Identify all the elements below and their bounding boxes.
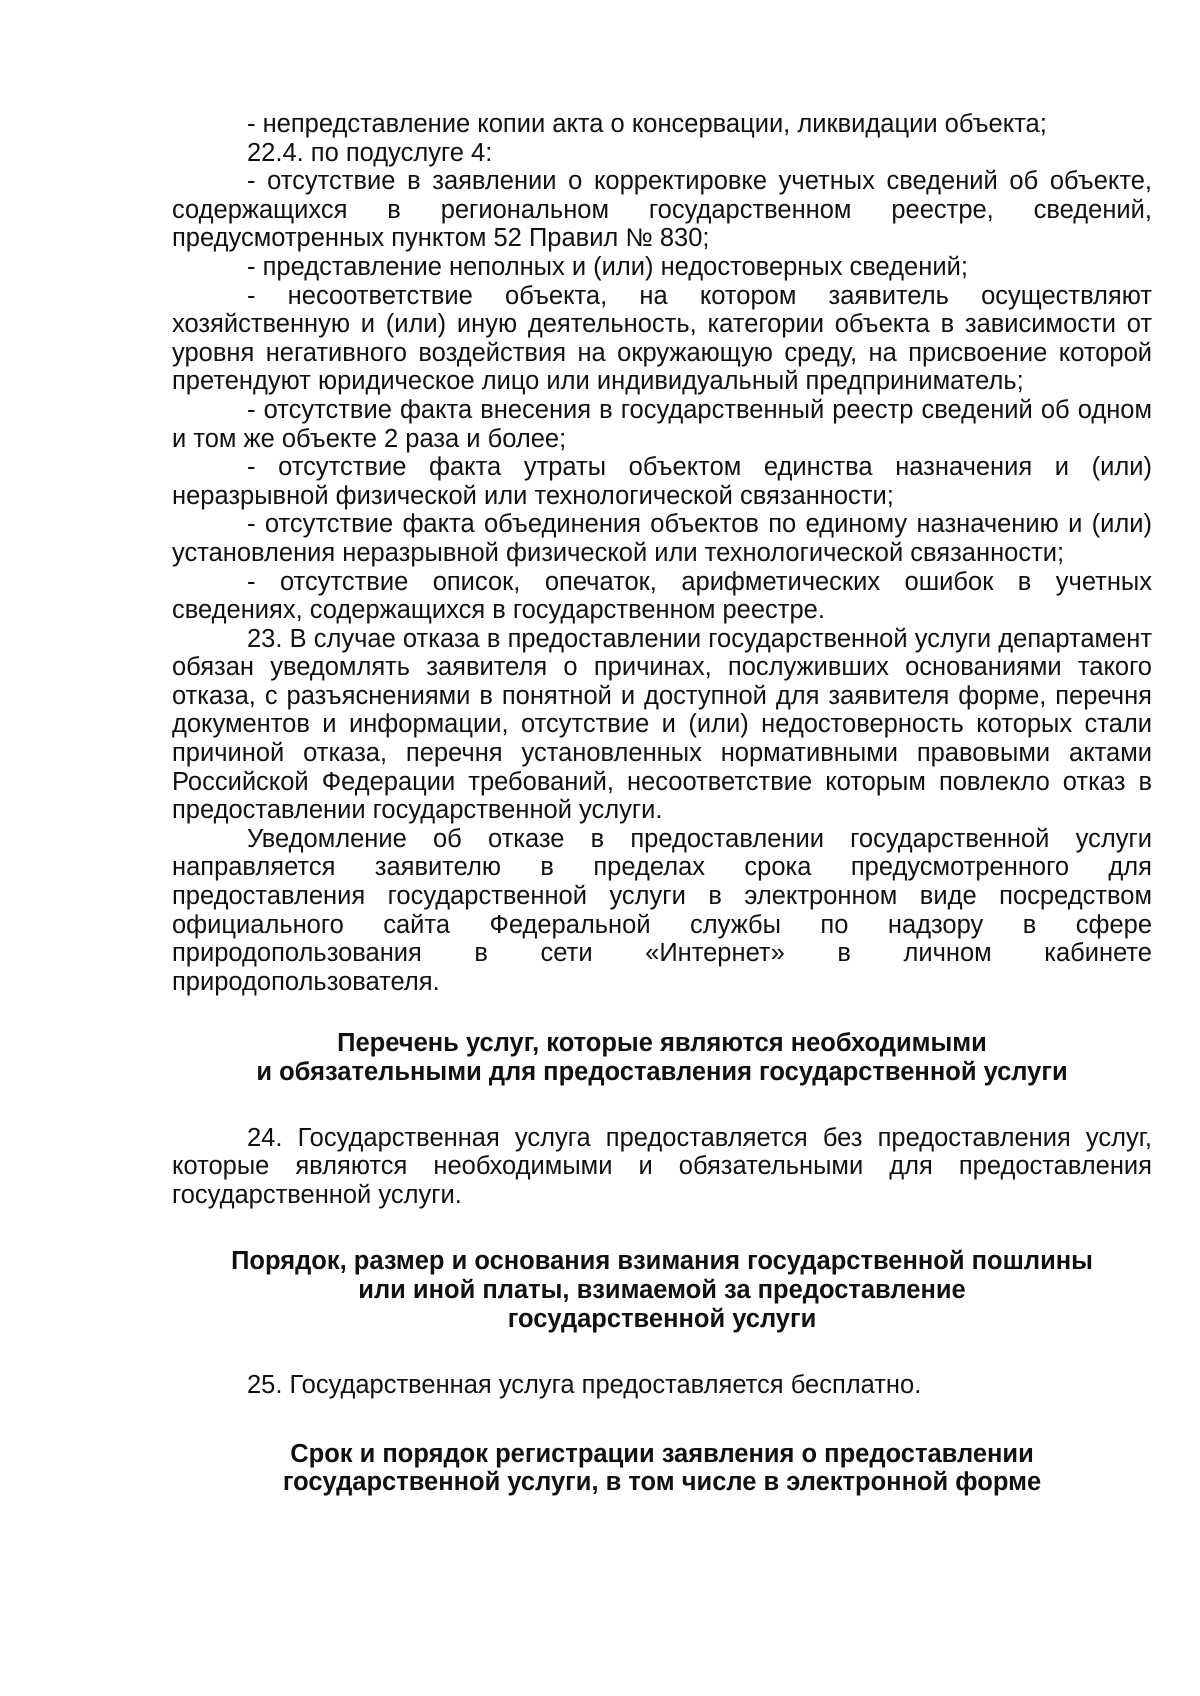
heading-line: государственной услуги bbox=[507, 1304, 817, 1333]
paragraph: - отсутствие факта внесения в государственный реестр сведений об одном и том же объекте 2 раза и более; bbox=[172, 395, 1152, 453]
paragraph: - отсутствие факта объединения объектов по единому назначению и (или) установления неразрывной физической или технологической связанности; bbox=[172, 510, 1152, 567]
paragraph-23: 23. В случае отказа в предоставлении государственной услуги департамент обязан уведомлять заявителя о причинах, послуживших основаниями такого отказа, с разъяснениями в понятной и доступной для заявителя форме, перечня документов и информации, отсутствие и (или) недостоверность которых стали причиной отказа, перечня установленных нормативными правовыми актами Российской Федерации требований, несоответствие которым повлекло отказ в предоставлении государственной услуги. bbox=[172, 624, 1152, 825]
paragraph-25: 25. Государственная услуга предоставляется бесплатно. bbox=[247, 1371, 922, 1400]
heading-line: Порядок, размер и основания взимания государственной пошлины bbox=[231, 1247, 1093, 1276]
subsection-heading: 22.4. по подуслуге 4: bbox=[247, 138, 493, 167]
paragraph: - несоответствие объекта, на котором заявитель осуществляют хозяйственную и (или) иную деятельность, категории объекта в зависимости от уровня негативного воздействия на окружающую среду, на присвоение которой претендуют юридическое лицо или индивидуальный предприниматель; bbox=[172, 281, 1152, 396]
heading-line: или иной платы, взимаемой за предоставление bbox=[358, 1275, 966, 1304]
section-heading-fee bbox=[172, 1247, 1152, 1333]
heading-line: государственной услуги, в том числе в электронной форме bbox=[282, 1468, 1042, 1497]
heading-line: Срок и порядок регистрации заявления о предоставлении bbox=[290, 1439, 1034, 1468]
section-heading-registration bbox=[172, 1440, 1152, 1497]
heading-line: Перечень услуг, которые являются необходимыми bbox=[337, 1029, 987, 1058]
paragraph-24: 24. Государственная услуга предоставляется без предоставления услуг, которые являются необходимыми и обязательными для предоставления государственной услуги. bbox=[172, 1123, 1152, 1209]
paragraph: - отсутствие факта утраты объектом единства назначения и (или) неразрывной физической или технологической связанности; bbox=[172, 453, 1152, 510]
heading-line: и обязательными для предоставления государственной услуги bbox=[256, 1058, 1068, 1086]
paragraph: - отсутствие в заявлении о корректировке учетных сведений об объекте, содержащихся в региональном государственном реестре, сведений, предусмотренных пунктом 52 Правил № 830; bbox=[172, 167, 1152, 253]
section-heading-services bbox=[172, 1029, 1152, 1086]
document-page bbox=[172, 110, 1152, 1497]
paragraph: - представление неполных и (или) недостоверных сведений; bbox=[247, 252, 968, 281]
paragraph-notice: Уведомление об отказе в предоставлении государственной услуги направляется заявителю в пределах срока предусмотренного для предоставления государственной услуги в электронном виде посредством официального сайта Федеральной службы по надзору в сфере природопользования в сети «Интернет» в личном кабинете природопользователя. bbox=[172, 824, 1152, 996]
paragraph: - непредставление копии акта о консервации, ликвидации объекта; bbox=[247, 110, 1047, 138]
paragraph: - отсутствие описок, опечаток, арифметических ошибок в учетных сведениях, содержащихся в государственном реестре. bbox=[172, 567, 1152, 625]
